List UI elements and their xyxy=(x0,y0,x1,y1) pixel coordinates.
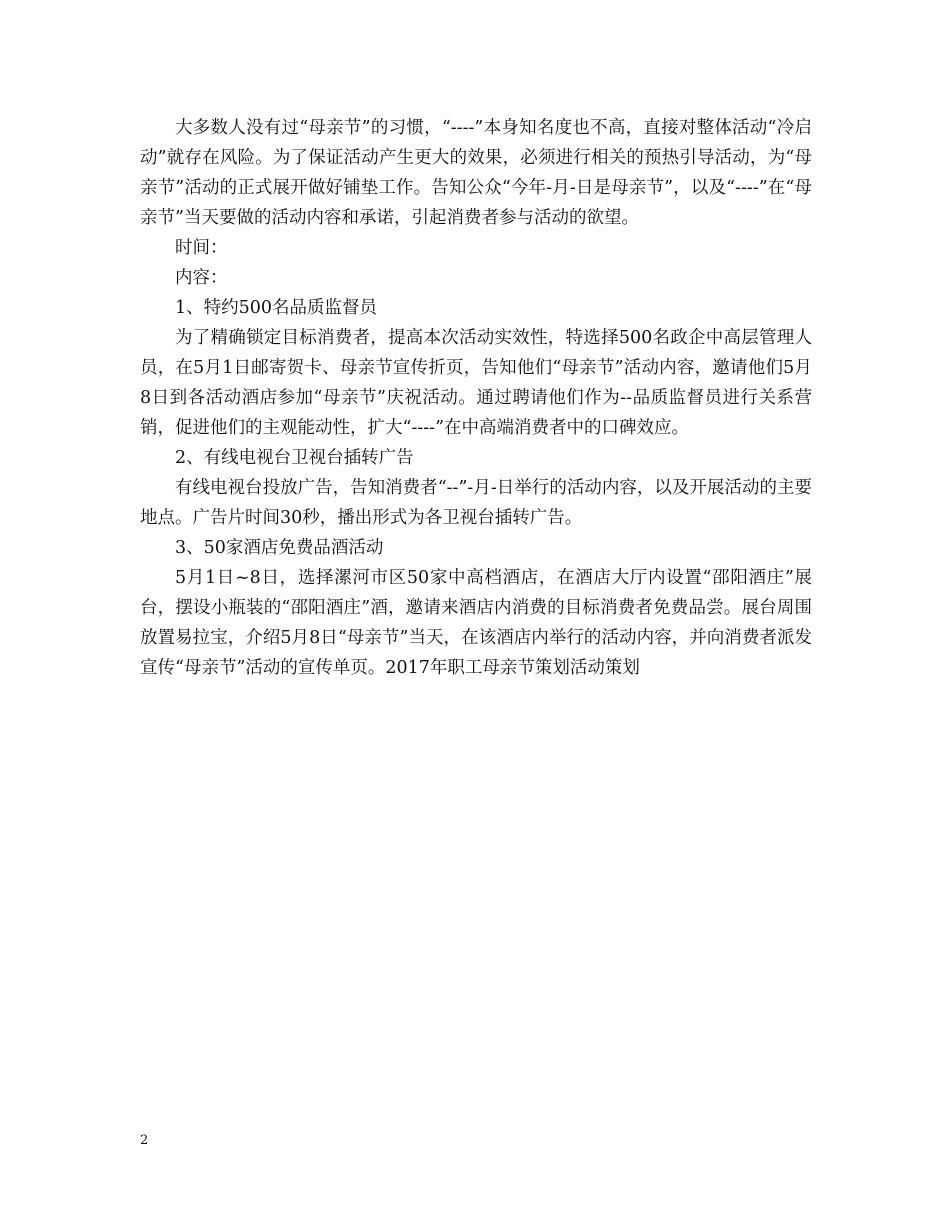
section-heading-1: 1、特约500名品质监督员 xyxy=(175,298,378,318)
page-number: 2 xyxy=(140,1133,149,1148)
paragraph-content: 内容： xyxy=(175,268,228,288)
section-heading-3: 3、50家酒店免费品酒活动 xyxy=(175,538,384,558)
paragraph-section-1: 为了精确锁定目标消费者，提高本次活动实效性，特选择500名政企中高层管理人员，在5月1日邮寄贺卡、母亲节宣传折页，告知他们“母亲节”活动内容，邀请他们5月8日到各活动酒店参加“母亲节”庆祝活动。通过聘请他们作为--品质监督员进行关系营销，促进他们的主观能动性，扩大“----”在中高端消费者中的口碑效应。 xyxy=(140,328,812,438)
section-heading-2: 2、有线电视台卫视台插转广告 xyxy=(175,448,414,468)
paragraph-time: 时间： xyxy=(175,238,228,258)
paragraph-intro: 大多数人没有过“母亲节”的习惯，“----”本身知名度也不高，直接对整体活动“冷启动”就存在风险。为了保证活动产生更大的效果，必须进行相关的预热引导活动，为“母亲节”活动的正式展开做好铺垫工作。告知公众“今年-月-日是母亲节”，以及“----”在“母亲节”当天要做的活动内容和承诺，引起消费者参与活动的欲望。 xyxy=(140,118,812,228)
paragraph-section-3: 5月1日~8日，选择漯河市区50家中高档酒店，在酒店大厅内设置“邵阳酒庄”展台，摆设小瓶装的“邵阳酒庄”酒，邀请来酒店内消费的目标消费者免费品尝。展台周围放置易拉宝，介绍5月8日“母亲节”当天，在该酒店内举行的活动内容，并向消费者派发宣传“母亲节”活动的宣传单页。2017年职工母亲节策划活动策划 xyxy=(140,568,812,678)
document-body xyxy=(140,113,812,683)
paragraph-section-2: 有线电视台投放广告，告知消费者“--”-月-日举行的活动内容，以及开展活动的主要地点。广告片时间30秒，播出形式为各卫视台插转广告。 xyxy=(140,478,812,528)
